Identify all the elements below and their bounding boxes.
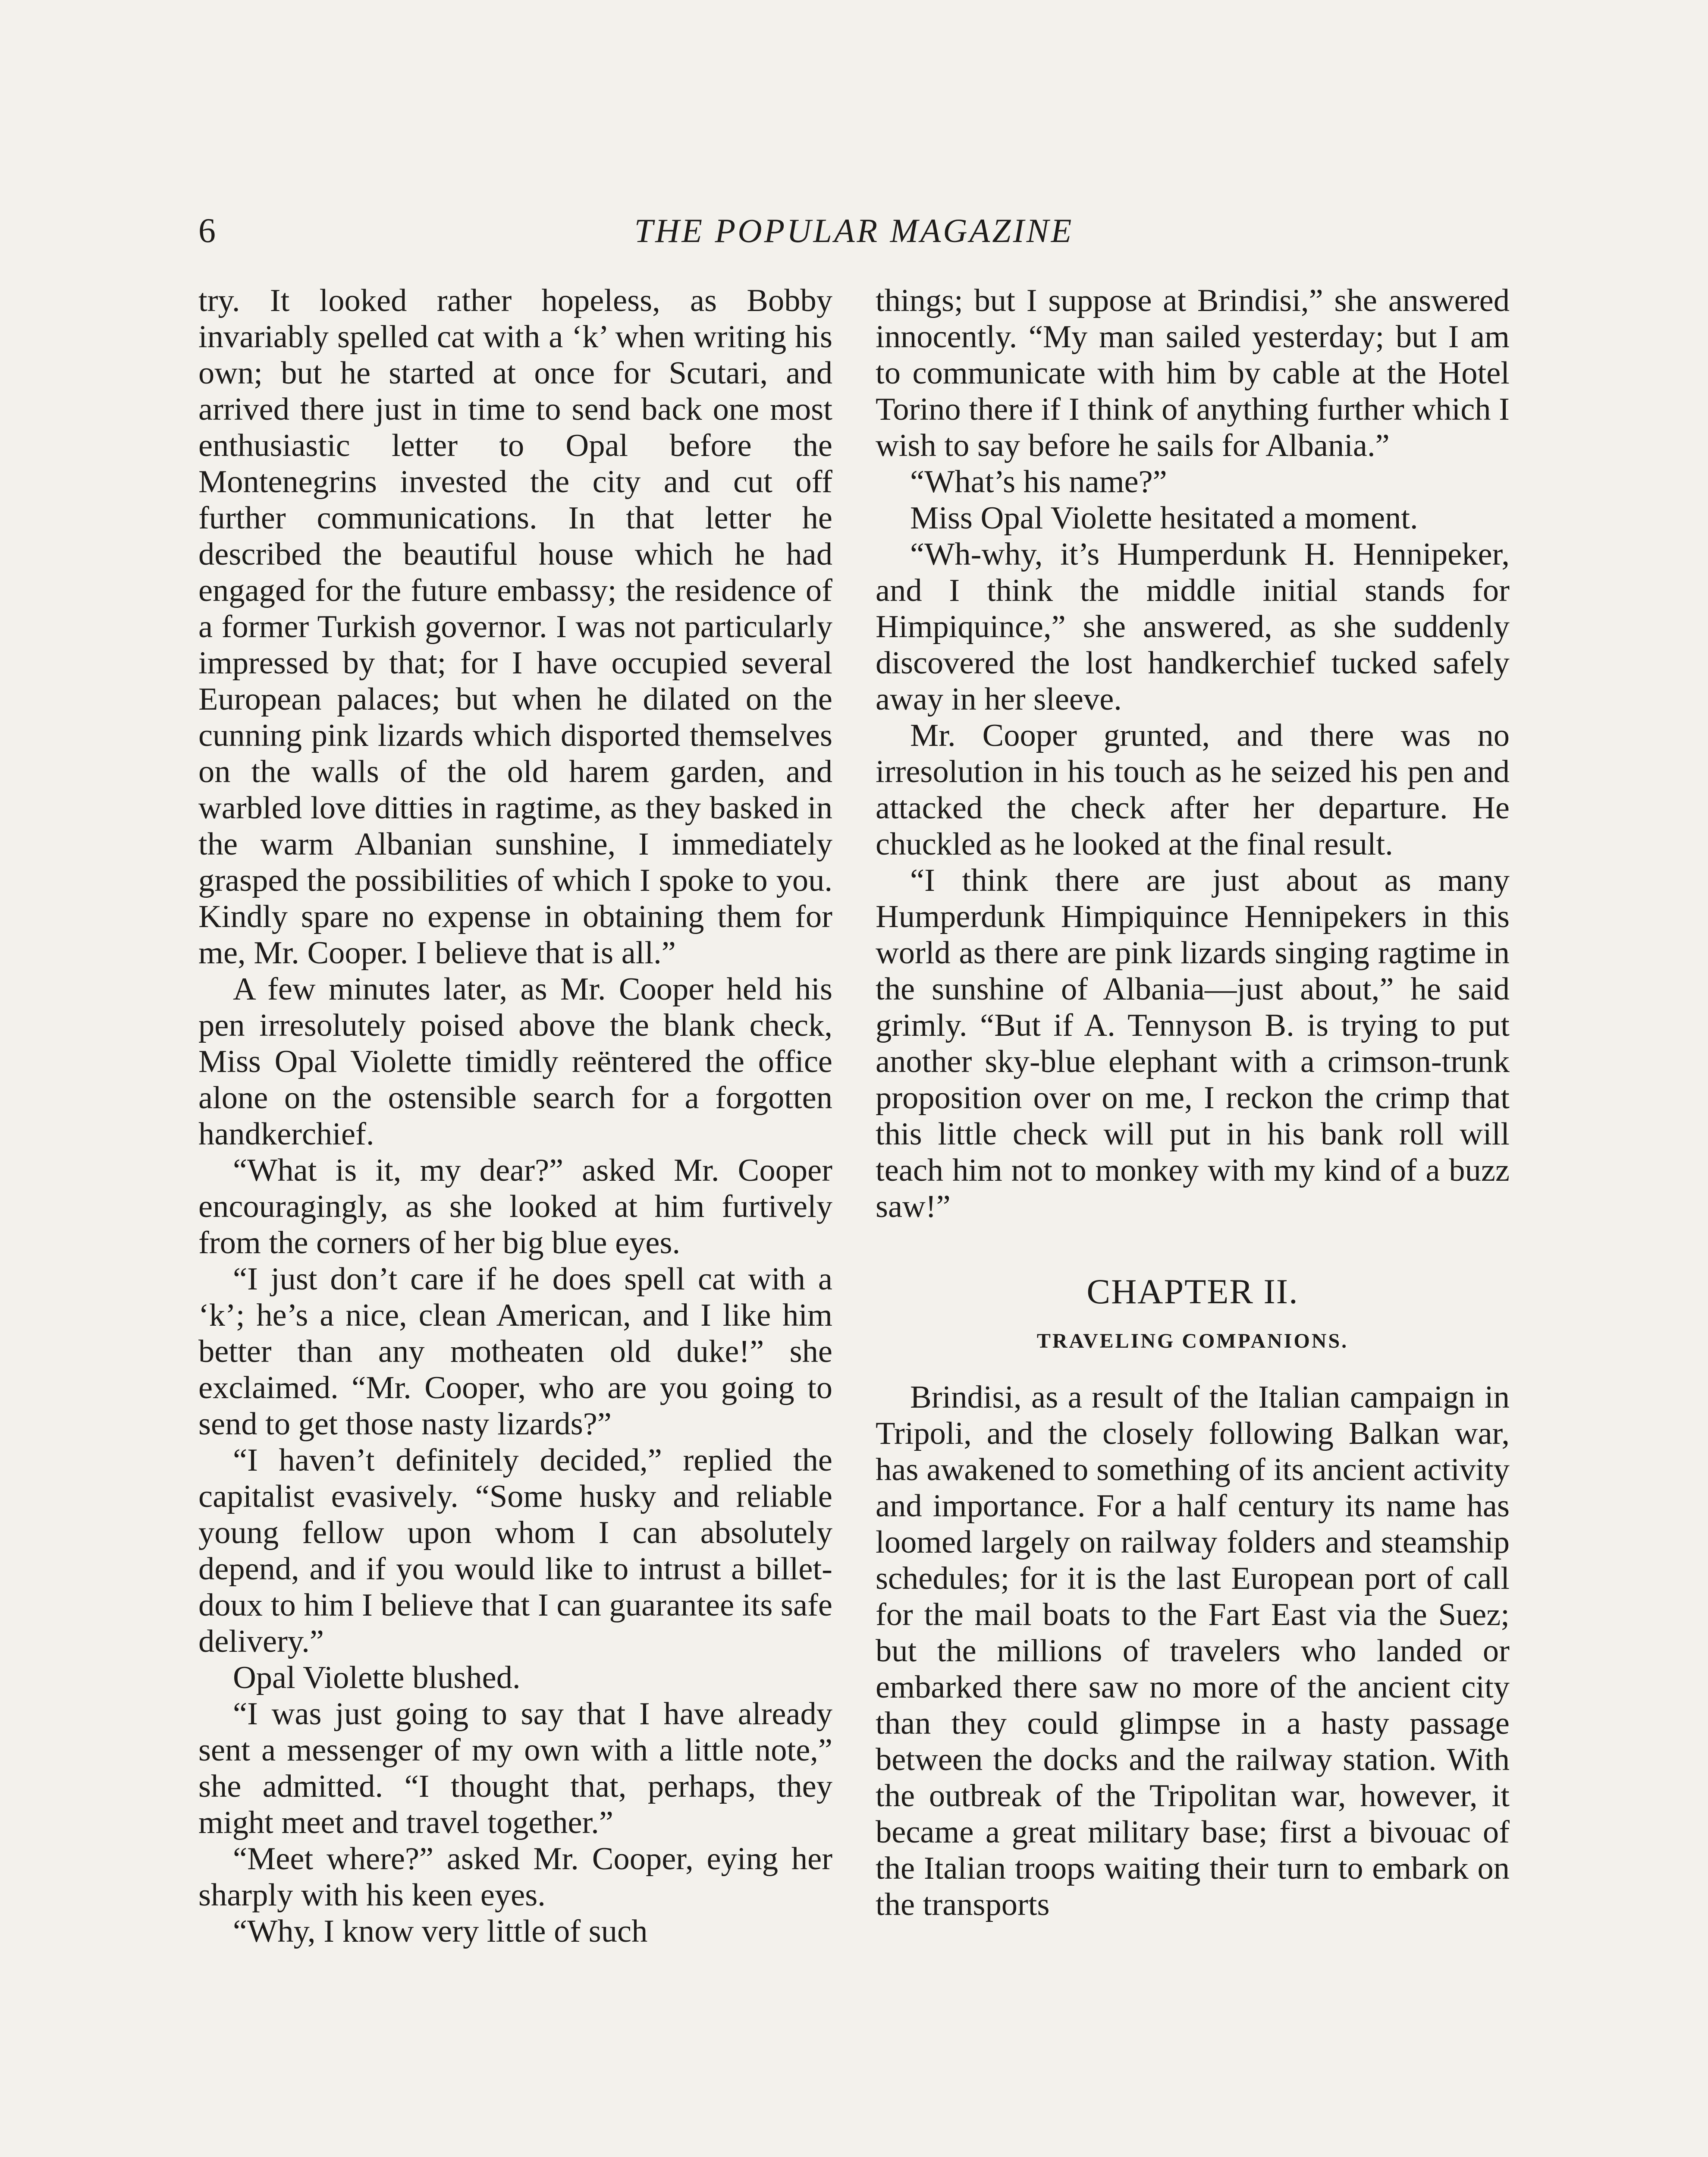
paragraph: “What’s his name?” <box>910 464 1167 500</box>
paragraph: “Why, I know very little of such <box>233 1914 648 1949</box>
chapter-heading: CHAPTER II. <box>1086 1272 1299 1311</box>
running-title: THE POPULAR MAGAZINE <box>634 212 1074 249</box>
paragraph: “Meet where?” asked Mr. Cooper, eying her sharply with his keen eyes. <box>198 1841 832 1913</box>
paragraph: Miss Opal Violette hesitated a moment. <box>910 500 1418 536</box>
paragraph: A few minutes later, as Mr. Cooper held his pen irresolutely poised above the blank check, Miss Opal Violette timidly reëntered the office alone on the ostensible search for a forgotten handkerchief. <box>198 972 832 1152</box>
paragraph: things; but I suppose at Brindisi,” she answered innocently. “My man sailed yesterday; but I am to communicate with him by cable at the Hotel Torino there if I think of anything further which I wish to say before he sails for Albania.” <box>876 283 1510 463</box>
paragraph: “I was just going to say that I have already sent a messenger of my own with a little note,” she admitted. “I thought that, perhaps, they might meet and travel together.” <box>198 1696 832 1840</box>
page-number: 6 <box>198 212 216 250</box>
left-column <box>198 283 832 1949</box>
chapter-subheading: TRAVELING COMPANIONS. <box>1036 1330 1349 1352</box>
paragraph: “What is it, my dear?” asked Mr. Cooper encouragingly, as she looked at him furtively from the corners of her big blue eyes. <box>198 1153 832 1261</box>
paragraph: Opal Violette blushed. <box>233 1660 521 1695</box>
paragraph: Brindisi, as a result of the Italian campaign in Tripoli, and the closely following Balkan war, has awakened to something of its ancient activity and importance. For a half century its name has loomed largely on railway folders and steamship schedules; for it is the last European port of call for the mail boats to the Fart East via the Suez; but the millions of travelers who landed or embarked there saw no more of the ancient city than they could glimpse in a hasty passage between the docks and the railway station. With the outbreak of the Tripolitan war, however, it became a great military base; first a bivouac of the Italian troops waiting their turn to embark on the transports <box>876 1380 1510 1922</box>
paragraph: Mr. Cooper grunted, and there was no irresolution in his touch as he seized his pen and attacked the check after her departure. He chuckled as he looked at the final result. <box>876 718 1510 862</box>
page-header <box>198 203 1510 259</box>
paragraph: “I think there are just about as many Humperdunk Himpiquince Hennipekers in this world as there are pink lizards singing ragtime in the sunshine of Albania—just about,” he said grimly. “But if A. Tennyson B. is trying to put another sky-blue elephant with a crimson-trunk proposition over on me, I reckon the crimp that this little check will put in his bank roll will teach him not to monkey with my kind of a buzz saw!” <box>876 863 1510 1224</box>
paragraph: “I haven’t definitely decided,” replied the capitalist evasively. “Some husky and reliable young fellow upon whom I can absolutely depend, and if you would like to intrust a billet-doux to him I believe that I can guarantee its safe delivery.” <box>198 1443 832 1659</box>
paragraph: “I just don’t care if he does spell cat with a ‘k’; he’s a nice, clean American, and I like him better than any motheaten old duke!” she exclaimed. “Mr. Cooper, who are you going to send to get those nasty lizards?” <box>198 1261 832 1442</box>
paragraph: “Wh-why, it’s Humperdunk H. Hennipeker, and I think the middle initial stands for Himpiquince,” she answered, as she suddenly discovered the lost handkerchief tucked safely away in her sleeve. <box>876 537 1510 717</box>
right-column <box>876 283 1510 1923</box>
paragraph: try. It looked rather hopeless, as Bobby invariably spelled cat with a ‘k’ when writing his own; but he started at once for Scutari, and arrived there just in time to send back one most enthusiastic letter to Opal before the Montenegrins invested the city and cut off further communications. In that letter he described the beautiful house which he had engaged for the future embassy; the residence of a former Turkish governor. I was not particularly impressed by that; for I have occupied several European palaces; but when he dilated on the cunning pink lizards which disported themselves on the walls of the old harem garden, and warbled love ditties in ragtime, as they basked in the warm Albanian sunshine, I immediately grasped the possibilities of which I spoke to you. Kindly spare no expense in obtaining them for me, Mr. Cooper. I believe that is all.” <box>198 283 832 971</box>
